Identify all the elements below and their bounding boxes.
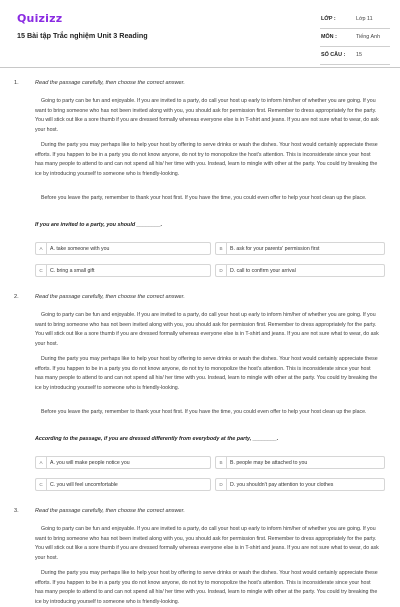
- option-letter: A: [36, 457, 47, 468]
- meta-row-count: [320, 47, 390, 65]
- option-a[interactable]: [35, 242, 211, 255]
- meta-value: Lớp 11: [356, 16, 373, 22]
- passage-paragraph-2: During the party you may perhaps like to help your host by offering to serve drinks or wash the dishes. Your host would certainly appreciate these efforts. If you happen to be in a party you do not know anyone, do not try to monopolize the host's attention. This is inconsiderate since your host has many people to attend to and can not spend all his/ her time with you. Instead, learn to mingle with other at the party. You could try breaking the ice by introducing yourself to someone who is friendly-looking.: [35, 570, 378, 605]
- option-text: D. call to confirm your arrival: [230, 267, 296, 274]
- passage-paragraph-1: Going to party can be fun and enjoyable. If you are invited to a party, do call your host up early to inform him/her of whether you are going. If you want to bring someone who has not been invited along with you, you should ask for permission first. Remember to dress appropriately for the party. You will stick out like a sore thumb if you are dressed formally whereas everyone else is in T-shirt and jeans. If you are not sure what to wear, do ask your host.: [35, 98, 379, 133]
- option-letter: A: [36, 243, 47, 254]
- header-divider: [0, 67, 400, 68]
- meta-key: MÔN :: [321, 34, 337, 40]
- option-d[interactable]: [215, 264, 385, 277]
- meta-value: Tiếng Anh: [356, 34, 381, 40]
- meta-key: SỐ CÂU :: [321, 52, 346, 58]
- option-text: C. bring a small gift: [50, 267, 95, 274]
- question-instruction: Read the passage carefully, then choose the correct answer.: [35, 508, 185, 514]
- meta-row-subject: [320, 29, 390, 47]
- option-c[interactable]: [35, 264, 211, 277]
- quizizz-logo: Quizizz: [17, 12, 63, 25]
- meta-key: LỚP :: [321, 16, 336, 22]
- passage-paragraph-2: During the party you may perhaps like to help your host by offering to serve drinks or wash the dishes. Your host would certainly appreciate these efforts. If you happen to be in a party you do not know anyone, do not try to monopolize the host's attention. This is inconsiderate since your host has many people to attend to and can not spend all his/ her time with you. Instead, learn to mingle with other at the party. You could try breaking the ice by introducing yourself to someone who is friendly-looking.: [35, 356, 378, 391]
- option-text: C. you will feel uncomfortable: [50, 481, 118, 488]
- question-number: 3.: [14, 508, 19, 514]
- option-letter: D: [216, 265, 227, 276]
- passage-paragraph-1: Going to party can be fun and enjoyable. If you are invited to a party, do call your host up early to inform him/her of whether you are going. If you want to bring someone who has not been invited along with you, you should ask for permission first. Remember to dress appropriately for the party. You will stick out like a sore thumb if you are dressed formally whereas everyone else is in T-shirt and jeans. If you are not sure what to wear, do ask your host.: [35, 312, 379, 347]
- option-letter: C: [36, 265, 47, 276]
- option-d[interactable]: [215, 478, 385, 491]
- page-title: 15 Bài tập Trắc nghiệm Unit 3 Reading: [17, 31, 148, 40]
- option-text: B. ask for your parents' permission first: [230, 245, 320, 252]
- option-letter: C: [36, 479, 47, 490]
- option-c[interactable]: [35, 478, 211, 491]
- passage-paragraph-1: Going to party can be fun and enjoyable. If you are invited to a party, do call your host up early to inform him/her of whether you are going. If you want to bring someone who has not been invited along with you, you should ask for permission first. Remember to dress appropriately for the party. You will stick out like a sore thumb if you are dressed formally whereas everyone else is in T-shirt and jeans. If you are not sure what to wear, do ask your host.: [35, 526, 379, 561]
- page-header: [0, 0, 400, 66]
- question-number: 1.: [14, 80, 19, 86]
- option-b[interactable]: [215, 242, 385, 255]
- question-instruction: Read the passage carefully, then choose the correct answer.: [35, 294, 185, 300]
- option-letter: B: [216, 243, 227, 254]
- option-text: D. you shouldn't pay attention to your clothes: [230, 481, 334, 488]
- option-letter: B: [216, 457, 227, 468]
- passage-paragraph-2: During the party you may perhaps like to help your host by offering to serve drinks or wash the dishes. Your host would certainly appreciate these efforts. If you happen to be in a party you do not know anyone, do not try to monopolize the host's attention. This is inconsiderate since your host has many people to attend to and can not spend all his/ her time with you. Instead, learn to mingle with other at the party. You could try breaking the ice by introducing yourself to someone who is friendly-looking.: [35, 142, 378, 177]
- meta-table: [320, 11, 390, 65]
- question-number: 2.: [14, 294, 19, 300]
- option-letter: D: [216, 479, 227, 490]
- passage-paragraph-3: Before you leave the party, remember to thank your host first. If you have the time, you could even offer to help your host clean up the place.: [41, 195, 367, 201]
- meta-row-class: [320, 11, 390, 29]
- meta-value: 15: [356, 52, 362, 58]
- question-stem: If you are invited to a party, you should ________.: [35, 222, 163, 228]
- option-text: B. people may be attached to you: [230, 459, 308, 466]
- option-b[interactable]: [215, 456, 385, 469]
- option-a[interactable]: [35, 456, 211, 469]
- option-text: A. take someone with you: [50, 245, 110, 252]
- question-stem: According to the passage, if you are dressed differently from everybody at the party, ________.: [35, 436, 279, 442]
- passage-paragraph-3: Before you leave the party, remember to thank your host first. If you have the time, you could even offer to help your host clean up the place.: [41, 409, 367, 415]
- question-instruction: Read the passage carefully, then choose the correct answer.: [35, 80, 185, 86]
- option-text: A. you will make people notice you: [50, 459, 130, 466]
